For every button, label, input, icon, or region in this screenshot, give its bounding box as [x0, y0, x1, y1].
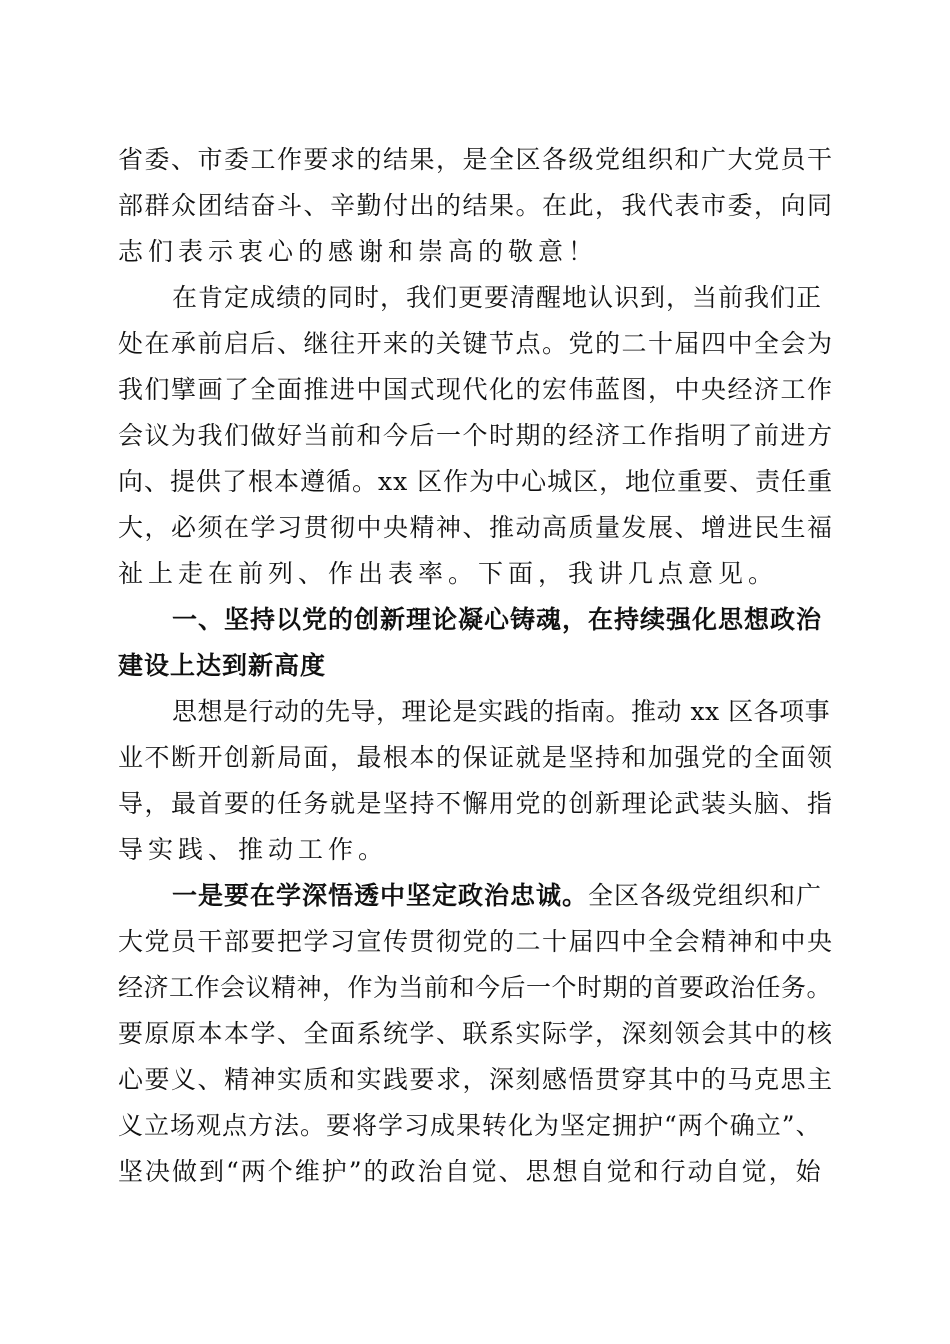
paragraph-line: 在肯定成绩的同时，我们更要清醒地认识到，当前我们正: [172, 283, 823, 312]
paragraph-line: 大党员干部要把学习宣传贯彻党的二十届四中全会精神和中央: [118, 927, 834, 956]
paragraph-line: 省委、市委工作要求的结果，是全区各级党组织和广大党员干: [118, 145, 834, 174]
section-heading: 建设上达到新高度: [118, 651, 327, 680]
paragraph-line: 大，必须在学习贯彻中央精神、推动高质量发展、增进民生福: [118, 513, 834, 542]
paragraph-line: 我们擘画了全面推进中国式现代化的宏伟蓝图，中央经济工作: [118, 375, 834, 404]
paragraph-line: 处在承前启后、继往开来的关键节点。党的二十届四中全会为: [118, 329, 834, 358]
section-heading: 一、坚持以党的创新理论凝心铸魂，在持续强化思想政治: [172, 605, 823, 634]
paragraph-line: 导，最首要的任务就是坚持不懈用党的创新理论武装头脑、指: [118, 789, 834, 818]
paragraph-line: 业不断开创新局面，最根本的保证就是坚持和加强党的全面领: [118, 743, 834, 772]
paragraph-line: 向、提供了根本遵循。xx 区作为中心城区，地位重要、责任重: [118, 467, 834, 496]
subpoint-lead: 一是要在学深悟透中坚定政治忠诚。: [172, 881, 589, 910]
subpoint-text: 全区各级党组织和广: [588, 881, 823, 910]
paragraph-line: 经济工作会议精神，作为当前和今后一个时期的首要政治任务。: [118, 973, 833, 1002]
paragraph-line: 要原原本本学、全面系统学、联系实际学，深刻领会其中的核: [118, 1019, 834, 1048]
paragraph-line: 义立场观点方法。要将学习成果转化为坚定拥护“两个确立”、: [118, 1111, 822, 1140]
paragraph-line: 心要义、精神实质和实践要求，深刻感悟贯穿其中的马克思主: [118, 1065, 834, 1094]
paragraph-line: 坚决做到“两个维护”的政治自觉、思想自觉和行动自觉，始: [118, 1157, 823, 1186]
paragraph-line: 思想是行动的先导，理论是实践的指南。推动 xx 区各项事: [172, 697, 831, 726]
paragraph-line: 导实践、推动工作。: [118, 835, 389, 864]
paragraph-line: [172, 873, 822, 919]
paragraph-line: 会议为我们做好当前和今后一个时期的经济工作指明了前进方: [118, 421, 834, 450]
paragraph-line: 祉上走在前列、作出表率。下面，我讲几点意见。: [118, 559, 779, 588]
paragraph-line: 志们表示衷心的感谢和崇高的敬意！: [118, 237, 599, 266]
paragraph-line: 部群众团结奋斗、辛勤付出的结果。在此，我代表市委，向同: [118, 191, 834, 220]
